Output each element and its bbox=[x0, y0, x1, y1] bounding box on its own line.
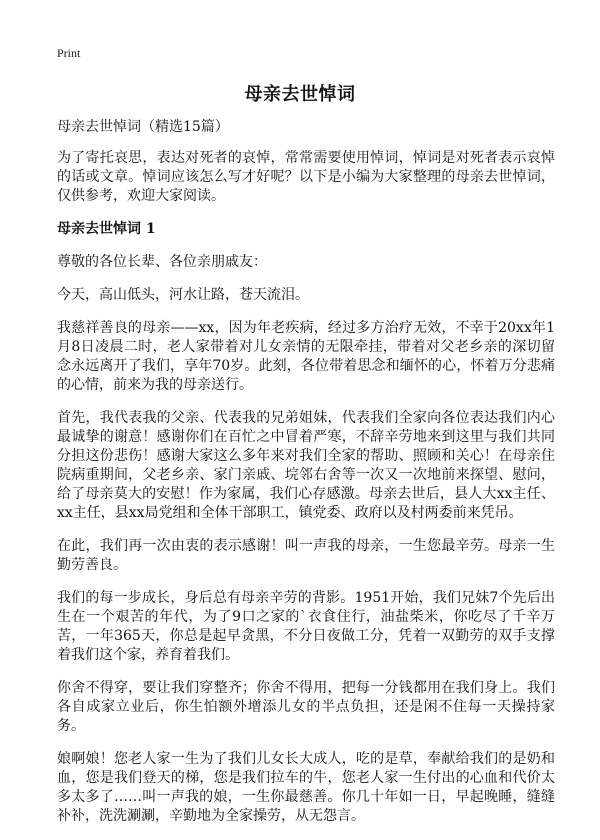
section-heading: 母亲去世悼词 1 bbox=[57, 221, 156, 237]
paragraph-sacrifice: 你舍不得穿，要让我们穿整齐；你舍不得用，把每一分钱都用在我们身上。我们各自成家立业后，你生怕额外增添儿女的半点负担，还是闲不住每一天操持家务。 bbox=[57, 680, 555, 734]
article-subtitle: 母亲去世悼词（精选15篇） bbox=[57, 119, 229, 135]
article-body bbox=[57, 118, 555, 840]
paragraph-thanks: 首先，我代表我的父亲、代表我的兄弟姐妹，代表我们全家向各位表达我们内心最诚挚的谢意！感谢你们在百忙之中冒着严寒，不辞辛劳地来到这里与我们共同分担这份悲伤！感谢大家这么多年来对我们全家的帮助、照顾和关心！在母亲住院病重期间，父老乡亲、家门亲戚、垸邻右舍等一次又一次地前来探望、慰问，给了母亲莫大的安慰！作为家属，我们心存感激。母亲去世后，县人大xx主任、xx主任，县xx局党组和全体干部职工，镇党委、政府以及村两委前来凭吊。 bbox=[57, 410, 555, 521]
page-title: 母亲去世悼词 bbox=[244, 84, 356, 105]
paragraph-tribute: 娘啊娘！您老人家一生为了我们儿女长大成人，吃的是草，奉献给我们的是奶和血，您是我们登天的梯，您是我们拉车的牛，您老人家一生付出的心血和代价太多太多了……叫一声我的娘，一生你最慈善。你几十年如一日，早起晚睡，缝缝补补，洗洗涮涮，辛勤地为全家操劳，从无怨言。 bbox=[57, 751, 555, 824]
paragraph-opening: 今天，高山低头，河水让路，苍天流泪。 bbox=[57, 287, 309, 303]
intro-paragraph: 为了寄托哀思，表达对死者的哀悼，常常需要使用悼词，悼词是对死者表示哀悼的话或文章。悼词应该怎么写才好呢？以下是小编为大家整理的母亲去世悼词，仅供参考，欢迎大家阅读。 bbox=[57, 150, 555, 204]
paragraph-greeting: 尊敬的各位长辈、各位亲朋戚友： bbox=[57, 254, 267, 270]
paragraph-gratitude: 在此，我们再一次由衷的表示感谢！叫一声我的母亲，一生您最辛劳。母亲一生勤劳善良。 bbox=[57, 538, 555, 573]
paragraph-growth: 我们的每一步成长，身后总有母亲辛劳的背影。1951开始，我们兄妹7个先后出生在一个艰苦的年代，为了9口之家的`衣食住行，油盐柴米，你吃尽了千辛万苦，一年365天，你总是起早贪黑，不分日夜做工分，凭着一双勤劳的双手支撑着我们这个家，养育着我们。 bbox=[57, 590, 555, 663]
paragraph-passing: 我慈祥善良的母亲——xx，因为年老疾病，经过多方治疗无效，不幸于20xx年1月8日凌晨二时，老人家带着对儿女亲情的无限牵挂，带着对父老乡亲的深切留念永远离开了我们，享年70岁。此刻，各位带着思念和缅怀的心，怀着万分悲痛的心情，前来为我的母亲送行。 bbox=[57, 320, 555, 393]
print-link[interactable]: Print bbox=[57, 46, 81, 60]
